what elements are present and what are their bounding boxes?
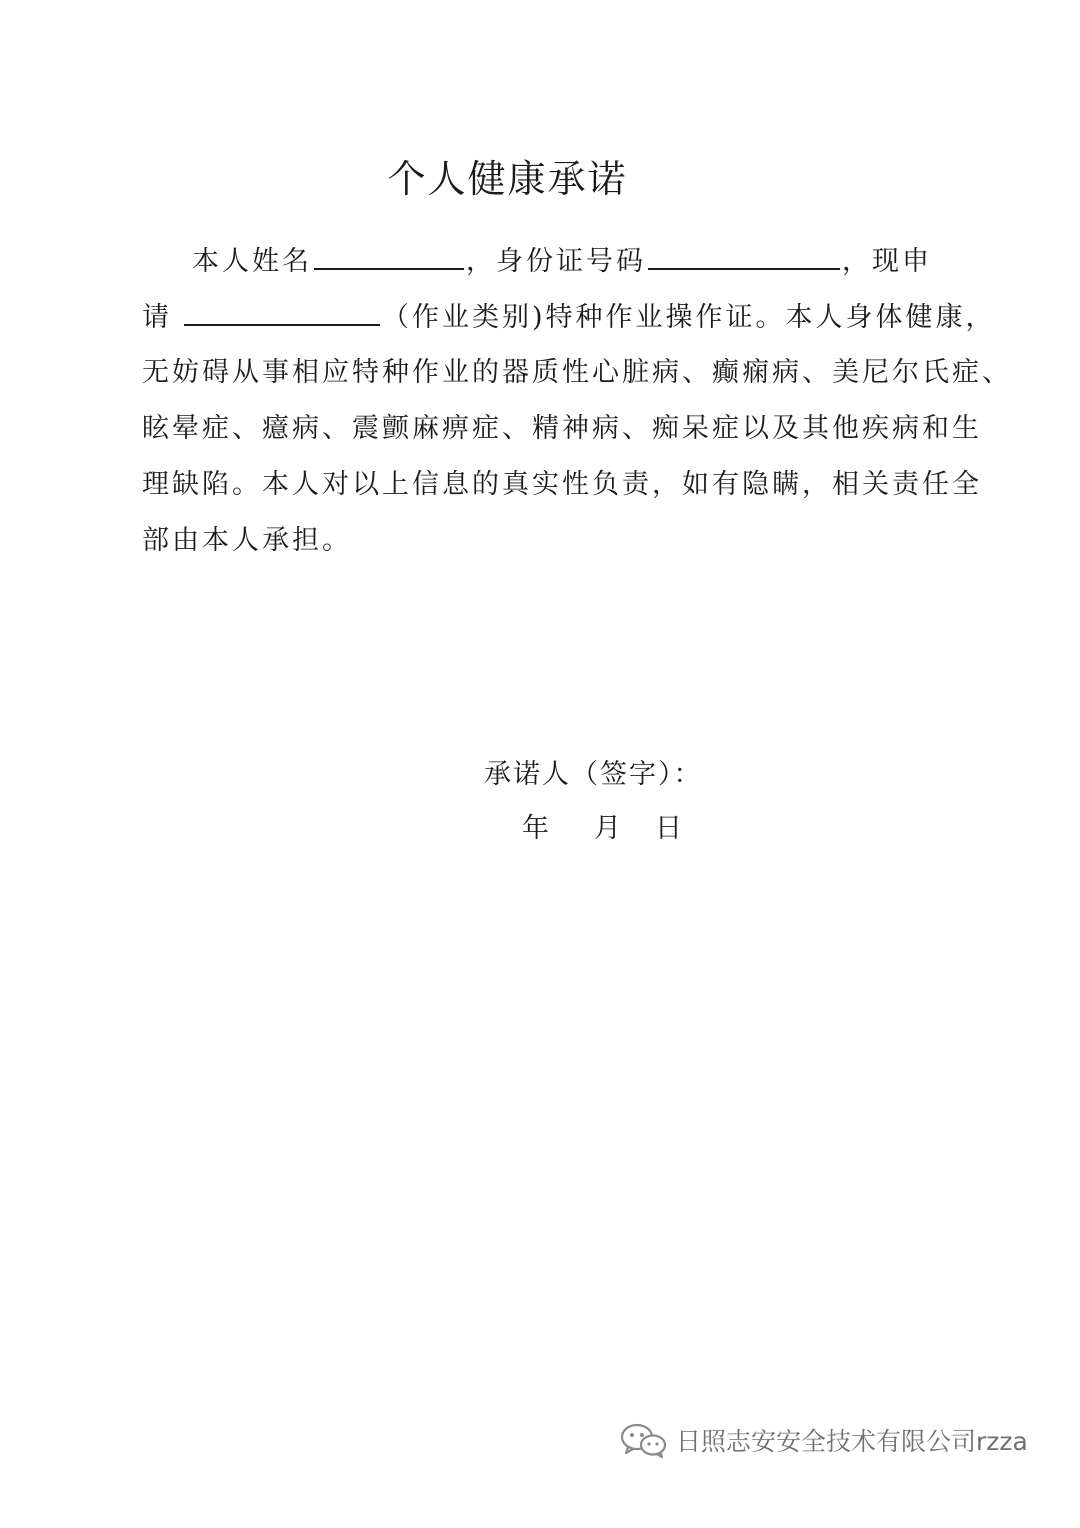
category-blank xyxy=(184,300,380,326)
date-year: 年 xyxy=(522,813,549,844)
wechat-icon xyxy=(618,1420,670,1460)
paragraph-line-6: 部由本人承担。 xyxy=(142,525,352,556)
apply-label: ，现申 xyxy=(842,246,932,277)
apply-label-cont: 请 xyxy=(142,302,172,333)
name-label: 本人姓名 xyxy=(192,246,312,277)
paragraph-line-2 xyxy=(142,300,996,335)
signature-label: 承诺人（签字）： xyxy=(484,759,703,790)
paragraph-line-4: 眩晕症、癔病、震颤麻痹症、精神病、痴呆症以及其他疾病和生 xyxy=(142,413,982,444)
paragraph-line-5: 理缺陷。本人对以上信息的真实性负责，如有隐瞒，相关责任全 xyxy=(142,469,982,500)
id-label: ，身份证号码 xyxy=(466,246,646,277)
category-text: （作业类别)特种作业操作证。本人身体健康， xyxy=(382,302,996,333)
paragraph-line-3: 无妨碍从事相应特种作业的器质性心脏病、癫痫病、美尼尔氏症、 xyxy=(142,357,1012,388)
document-title: 个人健康承诺 xyxy=(387,157,628,201)
id-number-blank xyxy=(648,244,840,270)
paragraph-line-1 xyxy=(192,244,932,279)
date-month: 月 xyxy=(594,813,621,844)
date-day: 日 xyxy=(655,813,682,844)
watermark xyxy=(618,1420,1028,1460)
name-blank xyxy=(314,244,464,270)
watermark-text: 日照志安安全技术有限公司rzza xyxy=(676,1427,1028,1456)
